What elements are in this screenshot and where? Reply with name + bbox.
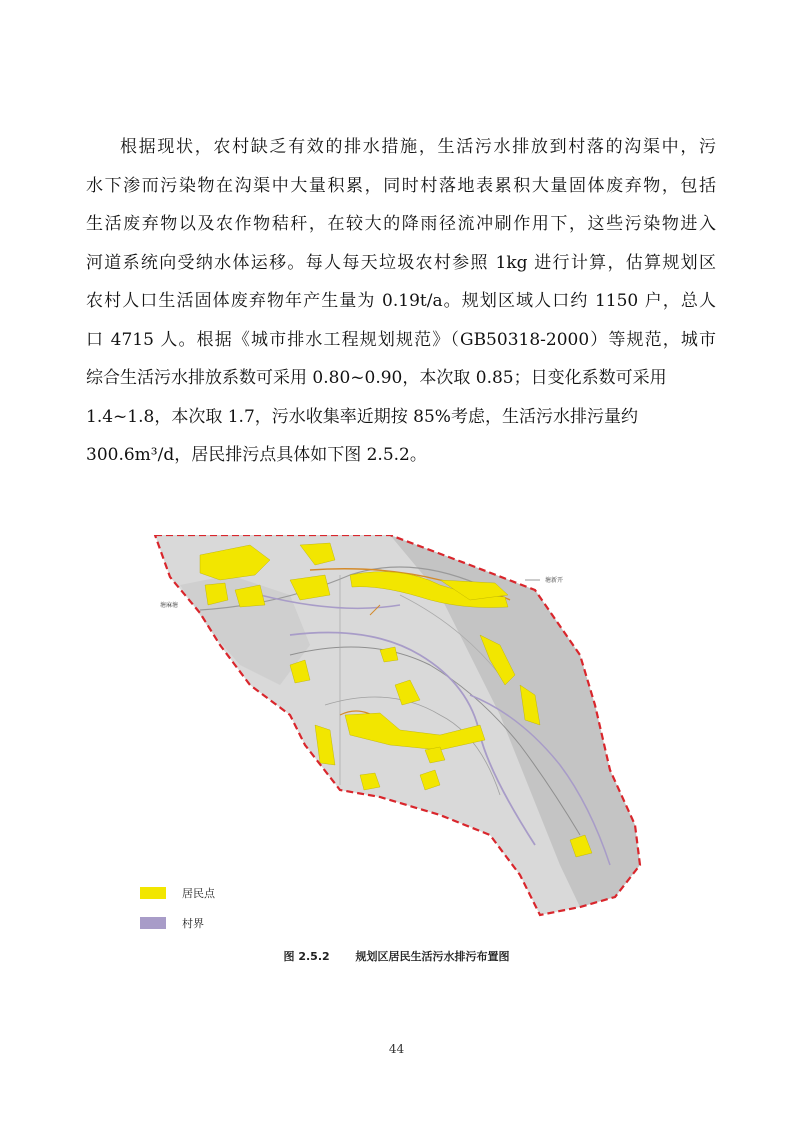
figure-title: 规划区居民生活污水排污布置图: [355, 950, 510, 963]
map-label-left: 塘麻塘: [160, 602, 179, 609]
body-line: 农村人口生活固体废弃物年产生量为 0.19t/a。规划区域人口约 1150 户，总人: [86, 291, 716, 311]
body-line: 生活废弃物以及农作物秸秆，在较大的降雨径流冲刷作用下，这些污染物进入: [86, 214, 716, 234]
legend-swatch-settlement: [140, 887, 166, 899]
body-line: 1.4~1.8，本次取 1.7，污水收集率近期按 85%考虑，生活污水排污量约: [86, 406, 638, 427]
map-legend: [140, 878, 215, 938]
page-number: 44: [388, 1042, 405, 1056]
body-line: 综合生活污水排放系数可采用 0.80~0.90，本次取 0.85；日变化系数可采用: [86, 368, 667, 388]
figure-caption: [0, 948, 793, 964]
legend-label: 村界: [182, 917, 204, 930]
figure-number: 图 2.5.2: [283, 950, 330, 963]
body-line: 河道系统向受纳水体运移。每人每天垃圾农村参照 1kg 进行计算，估算规划区: [86, 252, 716, 273]
legend-swatch-boundary: [140, 917, 166, 929]
legend-item-settlement: [140, 878, 215, 908]
map-label-right: 塘新开: [545, 577, 564, 584]
body-line: 300.6m³/d，居民排污点具体如下图 2.5.2。: [86, 445, 427, 465]
planning-map: [140, 535, 650, 935]
legend-item-village-boundary: [140, 908, 215, 938]
legend-label: 居民点: [182, 887, 215, 900]
body-line: 根据现状，农村缺乏有效的排水措施，生活污水排放到村落的沟渠中，污: [120, 137, 716, 157]
body-paragraph: [86, 128, 716, 475]
planning-map-figure: [140, 535, 650, 935]
body-line: 口 4715 人。根据《城市排水工程规划规范》（GB50318-2000）等规范，城市: [86, 329, 716, 350]
body-line: 水下渗而污染物在沟渠中大量积累，同时村落地表累积大量固体废弃物，包括: [86, 175, 716, 196]
